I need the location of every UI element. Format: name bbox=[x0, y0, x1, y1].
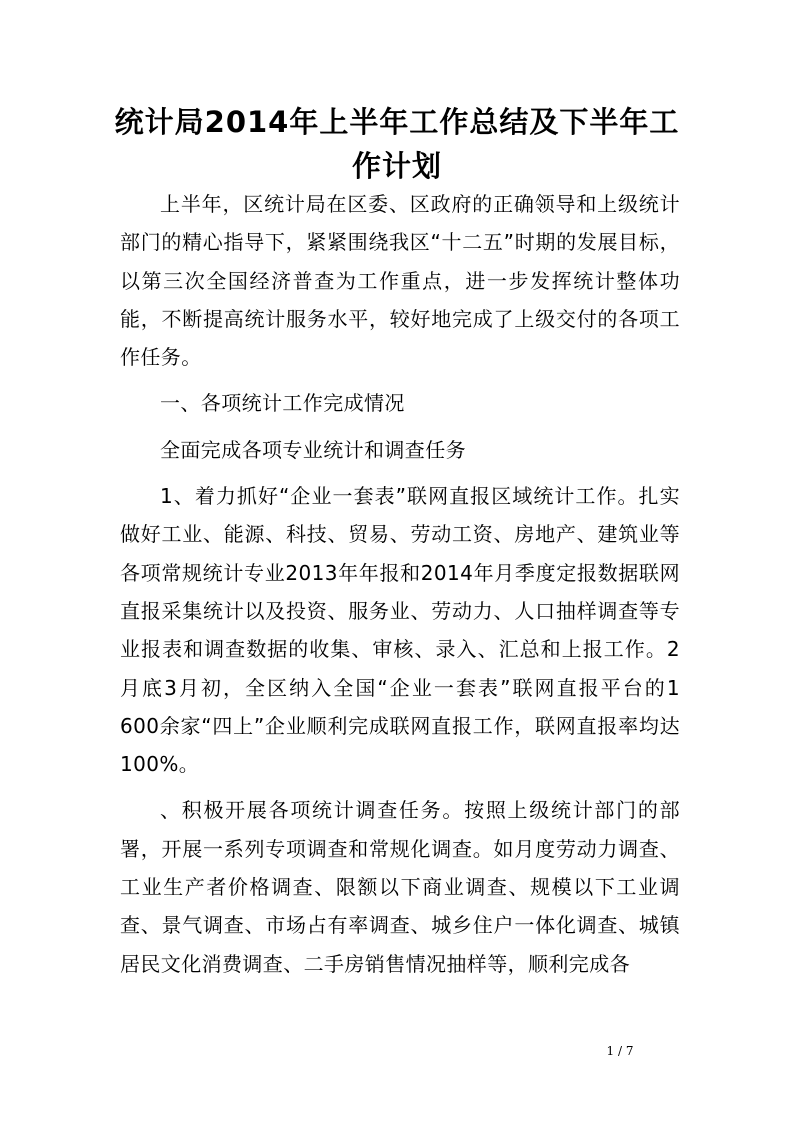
paragraph-item-2: 、积极开展各项统计调查任务。按照上级统计部门的部署，开展一系列专项调查和常规化调查。如月度劳动力调查、工业生产者价格调查、限额以下商业调查、规模以下工业调查、景气调查、市场占有率调查、城乡住户一体化调查、城镇居民文化消费调查、二手房销售情况抽样等，顺利完成各 bbox=[120, 798, 680, 976]
subsection-heading: 全面完成各项专业统计和调查任务 bbox=[160, 437, 466, 462]
section-heading-1: 一、各项统计工作完成情况 bbox=[160, 391, 405, 416]
page-number: 1 / 7 bbox=[606, 1044, 634, 1058]
paragraph-item-1: 1、着力抓好“企业一套表”联网直报区域统计工作。扎实做好工业、能源、科技、贸易、劳动工资、房地产、建筑业等各项常规统计专业2013年年报和2014年月季度定报数据联网直报采集统计以及投资、服务业、劳动力、人口抽样调查等专业报表和调查数据的收集、审核、录入、汇总和上报工作。2月底3月初，全区纳入全国“企业一套表”联网直报平台的1 600余家“四上”企业顺利完成联网直报工作，联网直报率均达100%。 bbox=[120, 484, 680, 777]
document-title: 统计局2014年上半年工作总结及下半年工作计划 bbox=[114, 105, 680, 183]
document-body bbox=[120, 185, 680, 983]
paragraph-intro: 上半年，区统计局在区委、区政府的正确领导和上级统计部门的精心指导下，紧紧围绕我区“十二五”时期的发展目标，以第三次全国经济普查为工作重点，进一步发挥统计整体功能，不断提高统计服务水平，较好地完成了上级交付的各项工作任务。 bbox=[120, 192, 680, 370]
